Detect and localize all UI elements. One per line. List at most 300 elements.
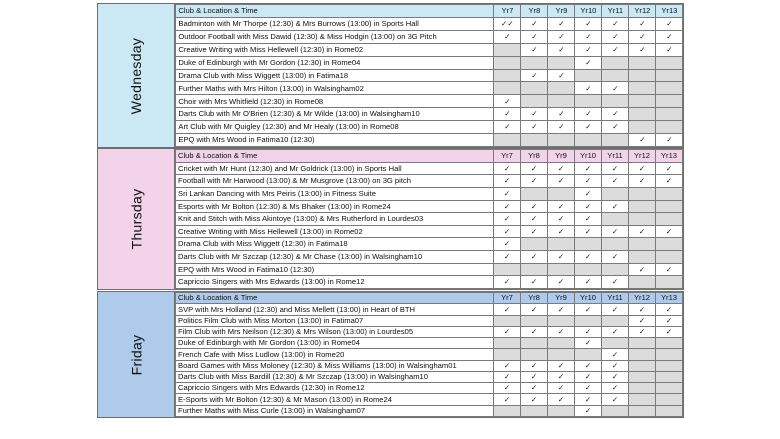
tick-cell: ✓ [602, 225, 629, 238]
tick-cell: ✓ [494, 238, 521, 251]
tick-cell: ✓ [494, 121, 521, 134]
empty-cell [548, 82, 575, 95]
empty-cell [656, 95, 683, 108]
tick-cell: ✓ [656, 326, 683, 337]
club-row [176, 187, 683, 200]
club-row [176, 225, 683, 238]
tick-cell: ✓ [494, 213, 521, 226]
tick-cell: ✓ [521, 360, 548, 371]
tick-cell: ✓ [548, 213, 575, 226]
tick-cell: ✓ [521, 69, 548, 82]
empty-cell [548, 338, 575, 349]
empty-cell [548, 134, 575, 147]
tick-cell: ✓ [548, 383, 575, 394]
empty-cell [602, 338, 629, 349]
header-year: Yr7 [494, 293, 521, 304]
empty-cell [602, 187, 629, 200]
tick-cell: ✓ [656, 315, 683, 326]
tick-cell: ✓ [575, 43, 602, 56]
empty-cell [656, 394, 683, 405]
tick-cell: ✓ [548, 30, 575, 43]
tick-cell: ✓ [602, 326, 629, 337]
club-row [176, 69, 683, 82]
empty-cell [629, 121, 656, 134]
empty-cell [521, 315, 548, 326]
club-name: Choir with Mrs Whitfield (12:30) in Rome08 [176, 95, 494, 108]
empty-cell [548, 315, 575, 326]
tick-cell: ✓ [494, 108, 521, 121]
tick-cell: ✓ [629, 175, 656, 188]
header-year: Yr11 [602, 293, 629, 304]
tick-cell: ✓ [575, 326, 602, 337]
empty-cell [629, 82, 656, 95]
tick-cell: ✓ [602, 43, 629, 56]
empty-cell [494, 315, 521, 326]
header-year: Yr7 [494, 150, 521, 163]
tick-cell: ✓ [548, 225, 575, 238]
empty-cell [521, 56, 548, 69]
tick-cell: ✓ [548, 162, 575, 175]
empty-cell [494, 43, 521, 56]
tick-cell: ✓ [602, 394, 629, 405]
empty-cell [602, 213, 629, 226]
club-row [176, 405, 683, 416]
empty-cell [548, 405, 575, 416]
club-row [176, 371, 683, 382]
club-name: EPQ with Mrs Wood in Fatima10 (12:30) [176, 134, 494, 147]
empty-cell [521, 405, 548, 416]
header-year: Yr11 [602, 150, 629, 163]
club-row [176, 134, 683, 147]
club-name: Darts Club with Mr Szczap (12:30) & Mr Chase (13:00) in Walsingham10 [176, 251, 494, 264]
empty-cell [521, 349, 548, 360]
empty-cell [521, 238, 548, 251]
empty-cell [548, 95, 575, 108]
tick-cell: ✓ [494, 326, 521, 337]
empty-cell [629, 187, 656, 200]
tick-cell: ✓ [602, 360, 629, 371]
tick-cell: ✓ [656, 134, 683, 147]
friday-day-label: Friday [98, 292, 175, 417]
club-row [176, 326, 683, 337]
header-row [176, 150, 683, 163]
tick-cell: ✓ [629, 134, 656, 147]
empty-cell [629, 56, 656, 69]
tick-cell: ✓ [629, 162, 656, 175]
tick-cell: ✓ [494, 251, 521, 264]
header-year: Yr9 [548, 293, 575, 304]
empty-cell [575, 349, 602, 360]
tick-cell: ✓ [629, 30, 656, 43]
empty-cell [629, 251, 656, 264]
empty-cell [656, 82, 683, 95]
club-row [176, 200, 683, 213]
empty-cell [656, 276, 683, 289]
empty-cell [656, 121, 683, 134]
tick-cell: ✓ [521, 394, 548, 405]
club-name: SVP with Mrs Holland (12:30) and Miss Mellett (13:00) in Heart of BTH [176, 304, 494, 315]
tick-cell: ✓✓ [494, 17, 521, 30]
club-name: Art Club with Mr Quigley (12:30) and Mr Healy (13:00) in Rome08 [176, 121, 494, 134]
tick-cell: ✓ [548, 69, 575, 82]
tick-cell: ✓ [548, 304, 575, 315]
club-name: Duke of Edinburgh with Mr Gordon (12:30) in Rome04 [176, 56, 494, 69]
tick-cell: ✓ [575, 371, 602, 382]
header-club: Club & Location & Time [176, 293, 494, 304]
tick-cell: ✓ [494, 162, 521, 175]
header-year: Yr8 [521, 293, 548, 304]
wednesday-block [97, 3, 684, 148]
tick-cell: ✓ [575, 82, 602, 95]
tick-cell: ✓ [629, 225, 656, 238]
tick-cell: ✓ [602, 108, 629, 121]
empty-cell [656, 187, 683, 200]
tick-cell: ✓ [656, 225, 683, 238]
empty-cell [521, 82, 548, 95]
tick-cell: ✓ [602, 17, 629, 30]
empty-cell [656, 360, 683, 371]
thursday-block [97, 148, 684, 290]
tick-cell: ✓ [494, 360, 521, 371]
tick-cell: ✓ [494, 200, 521, 213]
club-name: Further Maths with Miss Curle (13:00) in Walsingham07 [176, 405, 494, 416]
club-row [176, 82, 683, 95]
empty-cell [521, 95, 548, 108]
club-row [176, 108, 683, 121]
empty-cell [629, 69, 656, 82]
header-club: Club & Location & Time [176, 5, 494, 18]
tick-cell: ✓ [575, 187, 602, 200]
club-name: Creative Writing with Miss Hellewell (12:30) in Rome02 [176, 43, 494, 56]
club-name: Knit and Stitch with Miss Akintoye (13:00) & Mrs Rutherford in Lourdes03 [176, 213, 494, 226]
club-row [176, 276, 683, 289]
empty-cell [629, 95, 656, 108]
tick-cell: ✓ [521, 326, 548, 337]
tick-cell: ✓ [494, 304, 521, 315]
club-row [176, 121, 683, 134]
header-year: Yr10 [575, 293, 602, 304]
tick-cell: ✓ [575, 405, 602, 416]
tick-cell: ✓ [575, 360, 602, 371]
empty-cell [494, 69, 521, 82]
empty-cell [629, 405, 656, 416]
empty-cell [575, 238, 602, 251]
empty-cell [656, 56, 683, 69]
header-row [176, 5, 683, 18]
tick-cell: ✓ [548, 360, 575, 371]
empty-cell [548, 263, 575, 276]
tick-cell: ✓ [521, 276, 548, 289]
tick-cell: ✓ [521, 251, 548, 264]
tick-cell: ✓ [602, 304, 629, 315]
header-row [176, 293, 683, 304]
club-name: Film Club with Mrs Neilson (12:30) & Mrs Wilson (13:00) in Lourdes05 [176, 326, 494, 337]
tick-cell: ✓ [575, 304, 602, 315]
club-name: Darts Club with Miss Bardill (12:30) & Mr Szczap (13:00) in Walsingham10 [176, 371, 494, 382]
club-name: Board Games with Miss Moloney (12:30) & Miss Williams (13:00) in Walsingham01 [176, 360, 494, 371]
tick-cell: ✓ [494, 276, 521, 289]
club-row [176, 43, 683, 56]
club-name: Drama Club with Miss Wiggett (12:30) in Fatima18 [176, 238, 494, 251]
tick-cell: ✓ [575, 213, 602, 226]
empty-cell [656, 251, 683, 264]
tick-cell: ✓ [521, 108, 548, 121]
club-name: French Cafe with Miss Ludlow (13:00) in Rome20 [176, 349, 494, 360]
tick-cell: ✓ [494, 225, 521, 238]
tick-cell: ✓ [656, 17, 683, 30]
tick-cell: ✓ [629, 263, 656, 276]
tick-cell: ✓ [602, 82, 629, 95]
empty-cell [656, 213, 683, 226]
wednesday-day-label: Wednesday [98, 4, 175, 147]
tick-cell: ✓ [521, 200, 548, 213]
header-year: Yr13 [656, 5, 683, 18]
club-row [176, 162, 683, 175]
wednesday-table [175, 4, 683, 147]
club-name: Badminton with Mr Thorpe (12:30) & Mrs Burrows (13:00) in Sports Hall [176, 17, 494, 30]
empty-cell [602, 56, 629, 69]
club-name: E-Sports with Mr Bolton (12:30) & Mr Mason (13:00) in Rome24 [176, 394, 494, 405]
club-name: Drama Club with Miss Wiggett (13:00) in Fatima18 [176, 69, 494, 82]
tick-cell: ✓ [575, 276, 602, 289]
empty-cell [548, 187, 575, 200]
tick-cell: ✓ [548, 17, 575, 30]
tick-cell: ✓ [548, 276, 575, 289]
tick-cell: ✓ [548, 175, 575, 188]
tick-cell: ✓ [521, 43, 548, 56]
empty-cell [602, 315, 629, 326]
empty-cell [656, 405, 683, 416]
empty-cell [548, 56, 575, 69]
club-name: Darts Club with Mr O'Brien (12:30) & Mr Wilde (13:00) in Walsingham10 [176, 108, 494, 121]
empty-cell [548, 238, 575, 251]
tick-cell: ✓ [602, 200, 629, 213]
tick-cell: ✓ [575, 30, 602, 43]
club-row [176, 175, 683, 188]
empty-cell [656, 383, 683, 394]
tick-cell: ✓ [575, 17, 602, 30]
club-name: Further Maths with Mrs Hilton (13:00) in Walsingham02 [176, 82, 494, 95]
empty-cell [629, 238, 656, 251]
empty-cell [548, 349, 575, 360]
empty-cell [575, 315, 602, 326]
empty-cell [521, 134, 548, 147]
empty-cell [521, 338, 548, 349]
header-year: Yr13 [656, 150, 683, 163]
club-name: EPQ with Mrs Wood in Fatima10 (12:30) [176, 263, 494, 276]
club-row [176, 95, 683, 108]
club-row [176, 263, 683, 276]
tick-cell: ✓ [575, 108, 602, 121]
club-row [176, 56, 683, 69]
tick-cell: ✓ [575, 225, 602, 238]
friday-block [97, 291, 684, 418]
tick-cell: ✓ [494, 30, 521, 43]
empty-cell [494, 263, 521, 276]
tick-cell: ✓ [629, 43, 656, 56]
tick-cell: ✓ [602, 251, 629, 264]
header-year: Yr13 [656, 293, 683, 304]
tick-cell: ✓ [629, 304, 656, 315]
tick-cell: ✓ [602, 121, 629, 134]
club-row [176, 251, 683, 264]
empty-cell [602, 69, 629, 82]
empty-cell [521, 187, 548, 200]
header-year: Yr7 [494, 5, 521, 18]
tick-cell: ✓ [575, 162, 602, 175]
tick-cell: ✓ [629, 17, 656, 30]
tick-cell: ✓ [629, 315, 656, 326]
tick-cell: ✓ [575, 394, 602, 405]
club-row [176, 304, 683, 315]
tick-cell: ✓ [575, 251, 602, 264]
header-year: Yr10 [575, 5, 602, 18]
tick-cell: ✓ [575, 383, 602, 394]
club-row [176, 315, 683, 326]
tick-cell: ✓ [575, 56, 602, 69]
club-name: Football with Mr Harwood (13:00) & Mr Musgrove (13:00) on 3G pitch [176, 175, 494, 188]
tick-cell: ✓ [521, 213, 548, 226]
club-name: Esports with Mr Bolton (12:30) & Ms Bhaker (13:00) in Rome24 [176, 200, 494, 213]
header-year: Yr9 [548, 5, 575, 18]
empty-cell [629, 383, 656, 394]
tick-cell: ✓ [521, 162, 548, 175]
tick-cell: ✓ [494, 175, 521, 188]
empty-cell [629, 108, 656, 121]
tick-cell: ✓ [656, 43, 683, 56]
tick-cell: ✓ [548, 394, 575, 405]
header-year: Yr12 [629, 293, 656, 304]
empty-cell [494, 405, 521, 416]
tick-cell: ✓ [602, 349, 629, 360]
empty-cell [629, 338, 656, 349]
empty-cell [521, 263, 548, 276]
tick-cell: ✓ [494, 394, 521, 405]
tick-cell: ✓ [602, 383, 629, 394]
tick-cell: ✓ [656, 162, 683, 175]
tick-cell: ✓ [521, 225, 548, 238]
empty-cell [629, 200, 656, 213]
club-name: Politics Film Club with Miss Morton (13:00) in Fatima07 [176, 315, 494, 326]
tick-cell: ✓ [521, 383, 548, 394]
empty-cell [494, 134, 521, 147]
tick-cell: ✓ [494, 383, 521, 394]
club-name: Capriccio Singers with Mrs Edwards (13:00) in Rome12 [176, 276, 494, 289]
empty-cell [602, 405, 629, 416]
empty-cell [656, 200, 683, 213]
thursday-table [175, 149, 683, 289]
header-year: Yr10 [575, 150, 602, 163]
tick-cell: ✓ [521, 304, 548, 315]
club-row [176, 338, 683, 349]
club-name: Creative Writing with Miss Hellewell (13:00) in Rome02 [176, 225, 494, 238]
tick-cell: ✓ [602, 162, 629, 175]
tick-cell: ✓ [656, 175, 683, 188]
tick-cell: ✓ [602, 276, 629, 289]
tick-cell: ✓ [548, 371, 575, 382]
empty-cell [629, 276, 656, 289]
tick-cell: ✓ [548, 108, 575, 121]
tick-cell: ✓ [602, 371, 629, 382]
tick-cell: ✓ [548, 200, 575, 213]
header-year: Yr8 [521, 5, 548, 18]
empty-cell [575, 95, 602, 108]
tick-cell: ✓ [575, 121, 602, 134]
tick-cell: ✓ [629, 326, 656, 337]
empty-cell [494, 338, 521, 349]
club-name: Capriccio Singers with Mrs Edwards (12:30) in Rome12 [176, 383, 494, 394]
header-year: Yr8 [521, 150, 548, 163]
friday-table [175, 292, 683, 417]
empty-cell [575, 69, 602, 82]
header-year: Yr12 [629, 150, 656, 163]
tick-cell: ✓ [575, 175, 602, 188]
club-name: Duke of Edinburgh with Mr Gordon (13:00) in Rome04 [176, 338, 494, 349]
tick-cell: ✓ [521, 371, 548, 382]
club-row [176, 383, 683, 394]
club-row [176, 30, 683, 43]
empty-cell [494, 56, 521, 69]
empty-cell [602, 263, 629, 276]
tick-cell: ✓ [521, 121, 548, 134]
club-row [176, 394, 683, 405]
tick-cell: ✓ [521, 30, 548, 43]
tick-cell: ✓ [548, 326, 575, 337]
club-row [176, 213, 683, 226]
club-row [176, 238, 683, 251]
empty-cell [629, 360, 656, 371]
empty-cell [629, 213, 656, 226]
tick-cell: ✓ [548, 121, 575, 134]
tick-cell: ✓ [494, 95, 521, 108]
empty-cell [602, 95, 629, 108]
header-year: Yr9 [548, 150, 575, 163]
club-name: Sri Lankan Dancing with Mrs Peiris (13:00) in Fitness Suite [176, 187, 494, 200]
empty-cell [494, 349, 521, 360]
club-row [176, 349, 683, 360]
thursday-day-label: Thursday [98, 149, 175, 289]
tick-cell: ✓ [521, 17, 548, 30]
empty-cell [656, 349, 683, 360]
tick-cell: ✓ [602, 175, 629, 188]
tick-cell: ✓ [521, 175, 548, 188]
tick-cell: ✓ [575, 338, 602, 349]
header-year: Yr11 [602, 5, 629, 18]
club-row [176, 360, 683, 371]
empty-cell [629, 349, 656, 360]
header-year: Yr12 [629, 5, 656, 18]
empty-cell [602, 134, 629, 147]
club-name: Cricket with Mr Hunt (12:30) and Mr Goldrick (13:00) in Sports Hall [176, 162, 494, 175]
empty-cell [629, 394, 656, 405]
header-club: Club & Location & Time [176, 150, 494, 163]
empty-cell [656, 238, 683, 251]
tick-cell: ✓ [602, 30, 629, 43]
club-row [176, 17, 683, 30]
empty-cell [656, 69, 683, 82]
empty-cell [656, 108, 683, 121]
empty-cell [575, 134, 602, 147]
empty-cell [656, 371, 683, 382]
empty-cell [656, 338, 683, 349]
empty-cell [575, 263, 602, 276]
empty-cell [602, 238, 629, 251]
empty-cell [629, 371, 656, 382]
tick-cell: ✓ [494, 371, 521, 382]
tick-cell: ✓ [656, 263, 683, 276]
tick-cell: ✓ [494, 187, 521, 200]
empty-cell [494, 82, 521, 95]
